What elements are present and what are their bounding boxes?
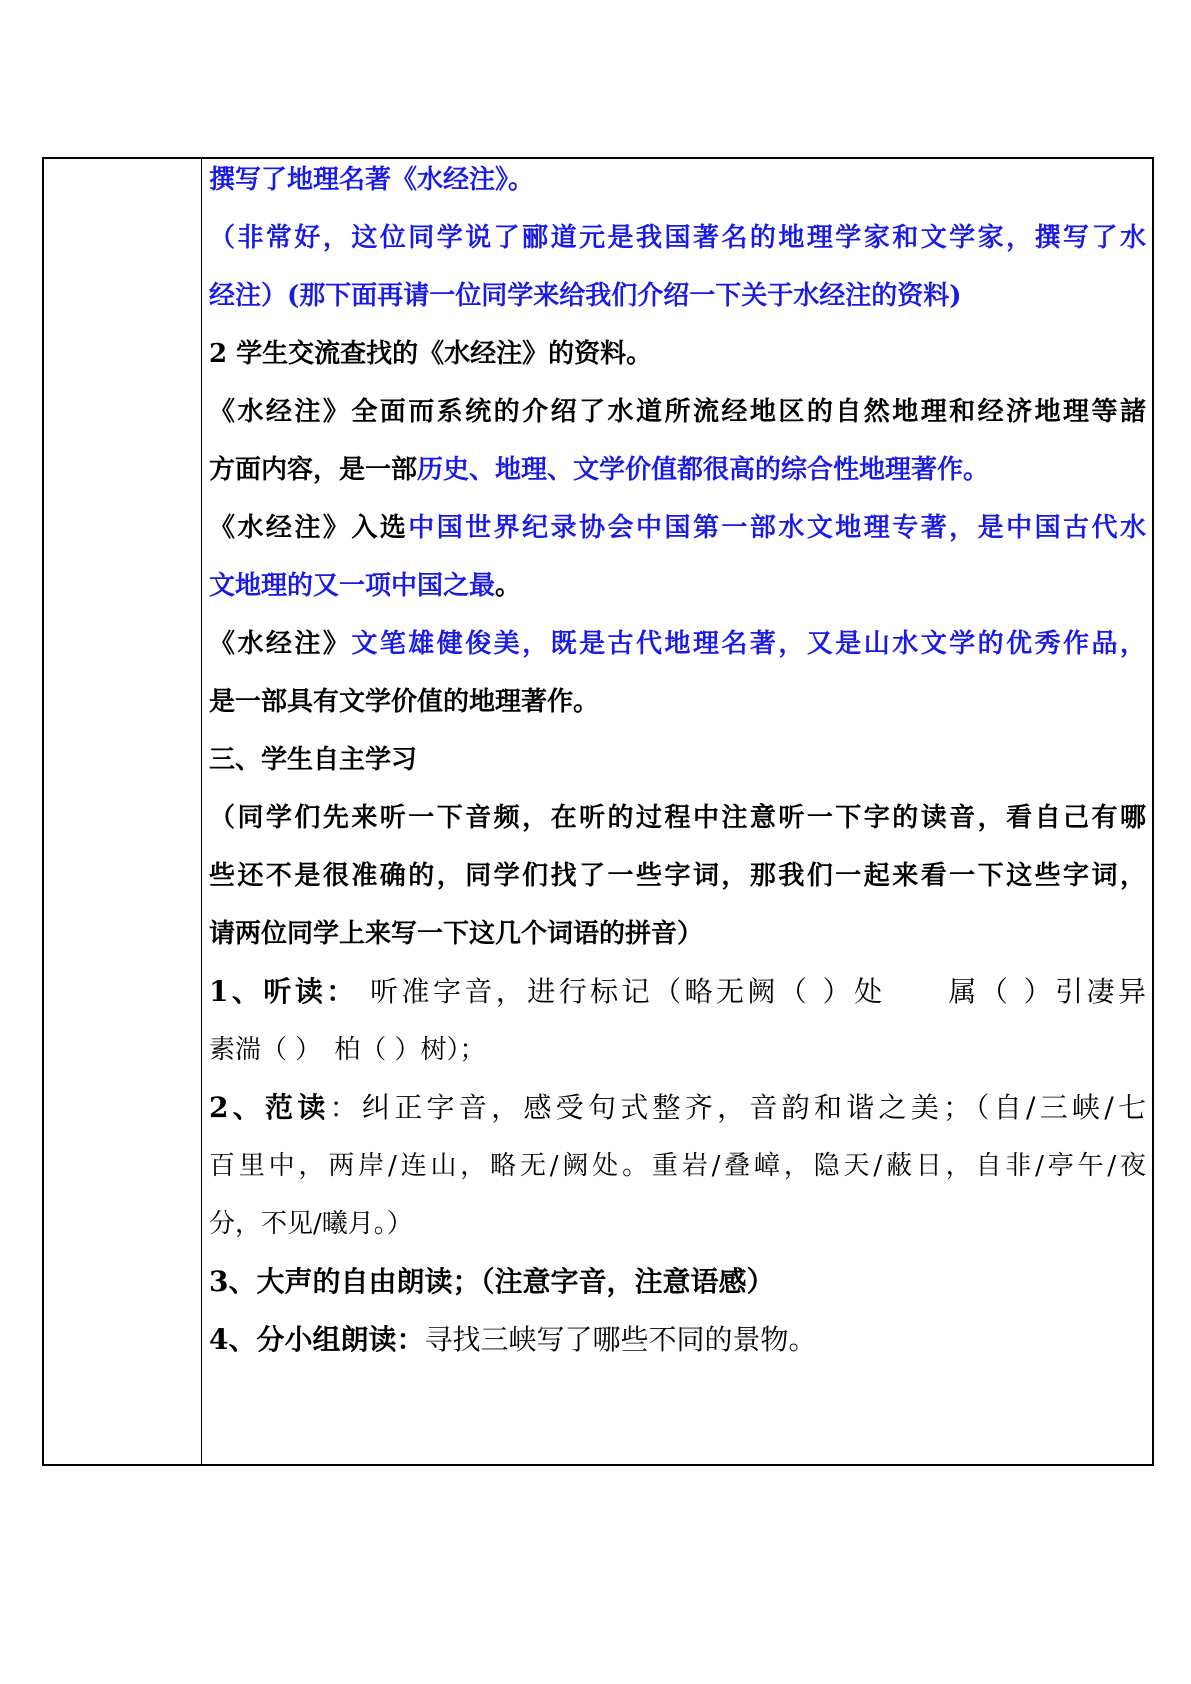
content-cell [209,159,1146,1464]
text-segment: 历史、地理、文学价值都很高的综合性地理著作。 [417,455,990,485]
column-divider [201,159,202,1464]
text-segment: 3、大声的自由朗读；（注意字音，注意语感） [209,1265,775,1298]
text-line-21 [209,1323,1146,1357]
text-segment: 2、范读 [209,1091,330,1124]
text-segment: 2 学生交流查找的《水经注》的资料。 [209,339,653,369]
text-segment: 方面内容，是一部 [209,455,418,485]
text-segment: 4、分小组朗读： [209,1323,425,1356]
text-segment: 听准字音，进行标记（略无阙（ ）处 属（ ）引凄异 [357,975,1146,1008]
text-line-8 [209,569,1146,603]
text-segment: 。 [495,571,522,601]
text-line-7 [209,511,1146,545]
text-line-13 [209,859,1146,893]
text-segment: 素湍（ ） 柏（ ）树）； [209,1035,486,1065]
text-segment: 文地理的又一项中国之最 [209,571,496,601]
text-segment: （同学们先来听一下音频，在听的过程中注意听一下字的读音，看自己有哪 [209,803,1146,833]
text-segment: 《水经注》全面而系统的介绍了水道所流经地区的自然地理和经济地理等諸 [209,397,1146,427]
text-segment: 经注）(那下面再请一位同学来给我们介绍一下关于水经注的资料) [209,281,962,311]
text-segment: 寻找三峡写了哪些不同的景物。 [424,1323,817,1356]
text-segment: 百里中，两岸/连山，略无/阙处。重岩/叠嶂，隐天/蔽日，自非/亭午/夜 [209,1151,1146,1181]
text-segment: 三、学生自主学习 [209,745,418,775]
text-segment: 《水经注》 [209,629,352,659]
text-line-20 [209,1265,1146,1299]
text-segment: 是一部具有文学价值的地理著作。 [209,687,600,717]
text-segment: 请两位同学上来写一下这几个词语的拼音） [209,919,704,949]
text-segment: 分，不见/曦月。） [209,1209,413,1239]
text-line-6 [209,453,1146,487]
text-line-2 [209,221,1146,255]
text-segment: 文笔雄健俊美，既是古代地理名著，又是山水文学的优秀作品， [351,629,1146,659]
text-line-3 [209,279,1146,313]
text-segment: 1、听读： [209,975,358,1008]
text-line-15 [209,975,1146,1009]
text-line-5 [209,395,1146,429]
text-segment: 撰写了地理名著《水经注》。 [209,165,535,195]
text-line-1 [209,163,1146,197]
text-line-12 [209,801,1146,835]
text-segment: ：纠正字音，感受句式整齐，音韵和谐之美；（自/三峡/七 [329,1091,1146,1124]
text-segment: 些还不是很准确的，同学们找了一些字词，那我们一起来看一下这些字词， [209,861,1146,891]
text-line-16 [209,1033,1146,1067]
document-table [42,157,1154,1466]
text-line-14 [209,917,1146,951]
text-line-19 [209,1207,1146,1241]
text-line-17 [209,1091,1146,1125]
text-line-11 [209,743,1146,777]
text-line-4 [209,337,1146,371]
text-line-10 [209,685,1146,719]
text-line-9 [209,627,1146,661]
text-line-18 [209,1149,1146,1183]
text-segment: 《水经注》入选 [209,513,409,543]
text-segment: 中国世界纪录协会中国第一部水文地理专著，是中国古代水 [408,513,1146,543]
text-segment: （非常好，这位同学说了郦道元是我国著名的地理学家和文学家，撰写了水 [209,223,1146,253]
